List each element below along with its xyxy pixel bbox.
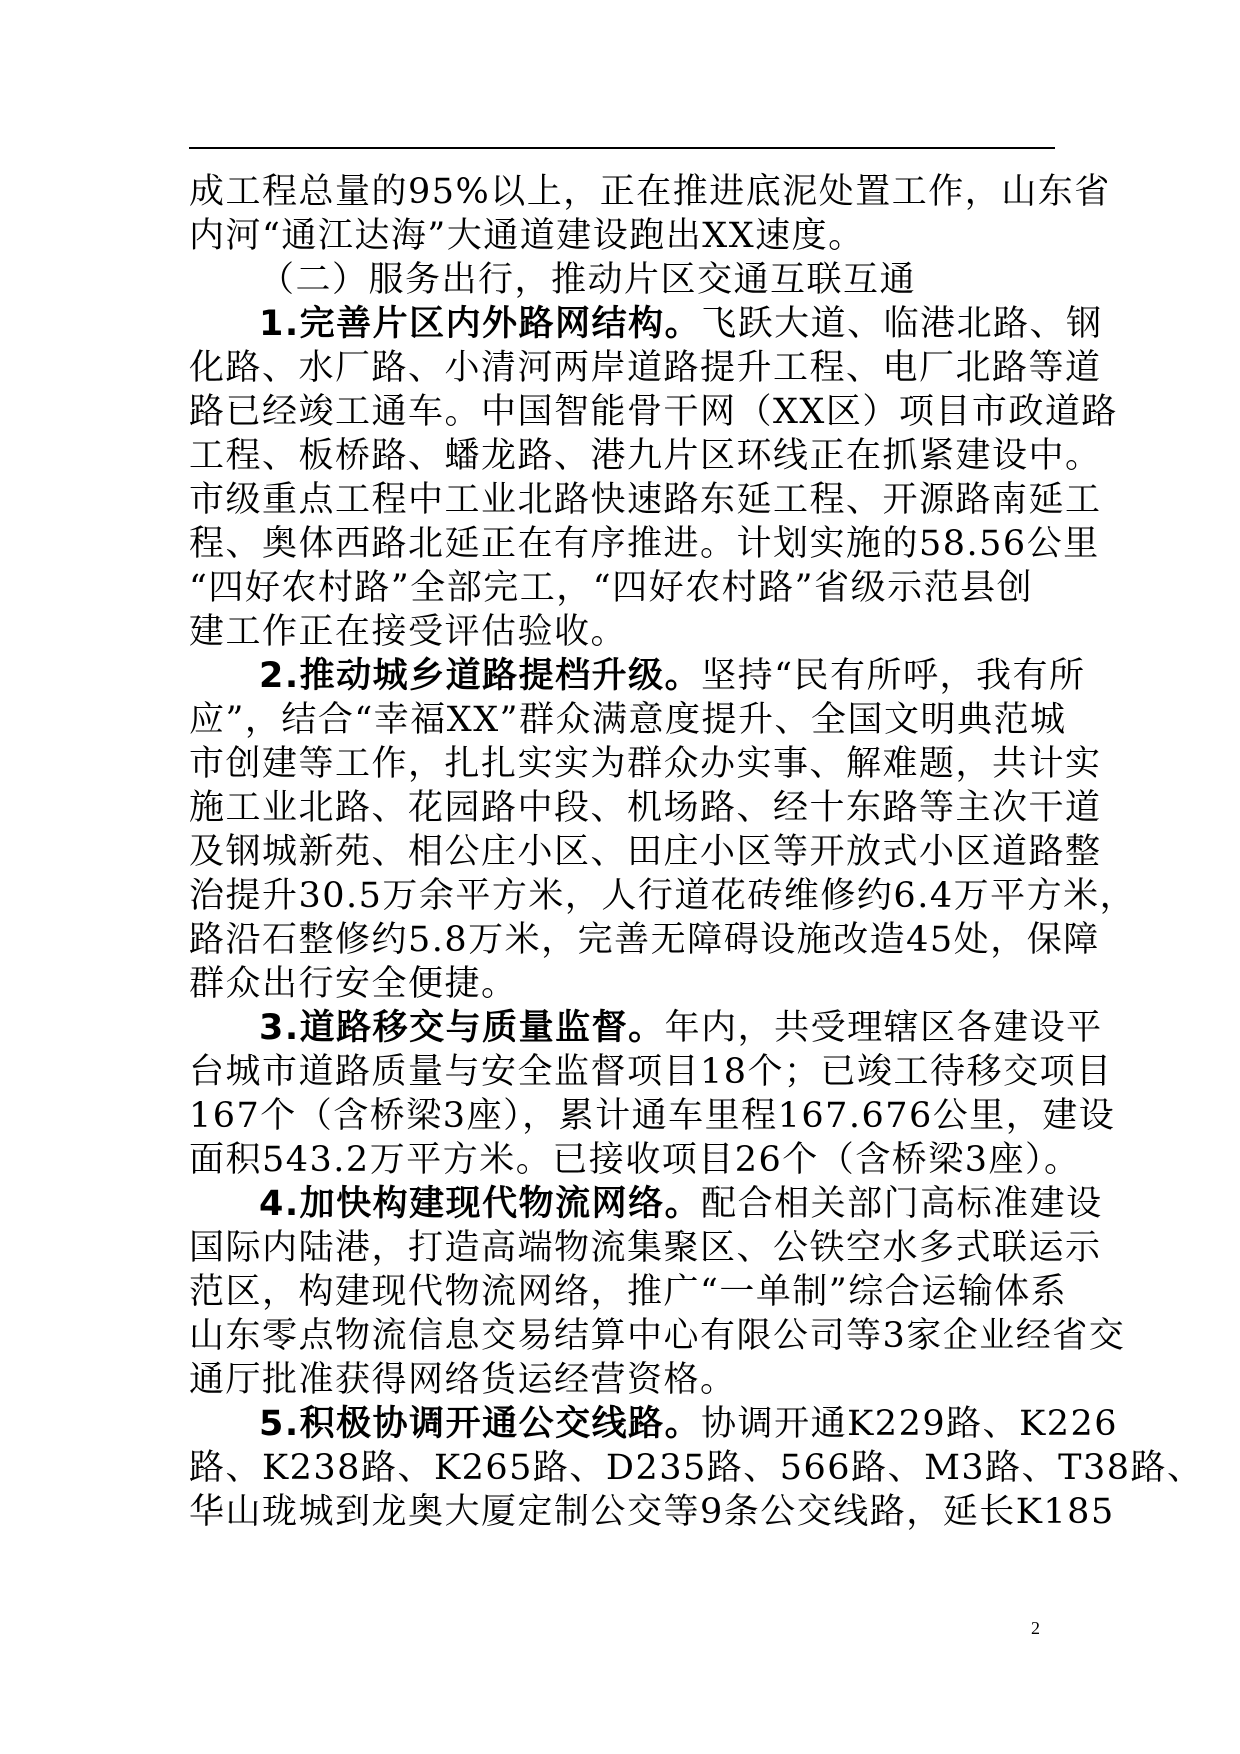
text-line: 范区，构建现代物流网络，推广“一单制”综合运输体系 [189, 1272, 1068, 1312]
text-line: 市级重点工程中工业北路快速路东延工程、开源路南延工 [189, 480, 1102, 520]
text-line: 治提升30.5万余平方米，人行道花砖维修约6.4万平方米， [189, 876, 1137, 916]
paragraph-heading: 1.完善片区内外路网结构。 [259, 304, 702, 344]
paragraph-heading: 5.积极协调开通公交线路。 [259, 1404, 702, 1444]
text-line: 山东零点物流信息交易结算中心有限公司等3家企业经省交 [189, 1316, 1126, 1356]
text-line: 化路、水厂路、小清河两岸道路提升工程、电厂北路等道 [189, 348, 1102, 388]
text-run: 协调开通K229路、K226 [701, 1404, 1119, 1444]
text-line: 群众出行安全便捷。 [189, 964, 518, 1004]
paragraph-heading-line [189, 1182, 1103, 1226]
paragraph-heading-line [189, 1402, 1119, 1446]
text-run: 年内，共受理辖区各建设平 [664, 1008, 1103, 1048]
paragraph-heading: 3.道路移交与质量监督。 [259, 1008, 665, 1048]
text-line: 应”，结合“幸福XX”群众满意度提升、全国文明典范城 [189, 700, 1067, 740]
text-line: 167个（含桥梁3座），累计通车里程167.676公里，建设 [189, 1096, 1116, 1136]
text-line: 及钢城新苑、相公庄小区、田庄小区等开放式小区道路整 [189, 832, 1102, 872]
text-line: 成工程总量的95%以上，正在推进底泥处置工作，山东省 [189, 172, 1111, 212]
paragraph-heading: 4.加快构建现代物流网络。 [259, 1184, 702, 1224]
text-line: 市创建等工作，扎扎实实为群众办实事、解难题，共计实 [189, 744, 1102, 784]
section-title: （二）服务出行，推动片区交通互联互通 [259, 260, 917, 300]
body-text [189, 170, 1204, 1534]
text-line: “四好农村路”全部完工，“四好农村路”省级示范县创 [189, 568, 1034, 608]
text-line: 程、奥体西路北延正在有序推进。计划实施的58.56公里 [189, 524, 1100, 564]
text-run: 飞跃大道、临港北路、钢 [701, 304, 1103, 344]
text-line: 通厅批准获得网络货运经营资格。 [189, 1360, 737, 1400]
text-line: 路沿石整修约5.8万米，完善无障碍设施改造45处，保障 [189, 920, 1100, 960]
page-number: 2 [1031, 1618, 1040, 1638]
paragraph-heading: 2.推动城乡道路提档升级。 [259, 656, 702, 696]
text-line: 台城市道路质量与安全监督项目18个；已竣工待移交项目 [189, 1052, 1113, 1092]
paragraph-heading-line [189, 302, 1103, 346]
text-line: 施工业北路、花园路中段、机场路、经十东路等主次干道 [189, 788, 1102, 828]
text-line: 国际内陆港，打造高端物流集聚区、公铁空水多式联运示 [189, 1228, 1102, 1268]
header-rule [189, 147, 1055, 149]
paragraph-heading-line [189, 1006, 1103, 1050]
text-line: 工程、板桥路、蟠龙路、港九片区环线正在抓紧建设中。 [189, 436, 1102, 476]
text-run: 坚持“民有所呼，我有所 [701, 656, 1086, 696]
paragraph-heading-line [189, 654, 1086, 698]
text-line: 面积543.2万平方米。已接收项目26个（含桥梁3座）。 [189, 1140, 1081, 1180]
text-line: 路已经竣工通车。中国智能骨干网（XX区）项目市政道路 [189, 392, 1118, 432]
text-run: 配合相关部门高标准建设 [701, 1184, 1103, 1224]
text-line: 路、K238路、K265路、D235路、566路、M3路、T38路、 [189, 1448, 1204, 1488]
text-line: 建工作正在接受评估验收。 [189, 612, 628, 652]
text-line: 华山珑城到龙奥大厦定制公交等9条公交线路，延长K185 [189, 1492, 1115, 1532]
text-line: 内河“通江达海”大通道建设跑出XX速度。 [189, 216, 865, 256]
